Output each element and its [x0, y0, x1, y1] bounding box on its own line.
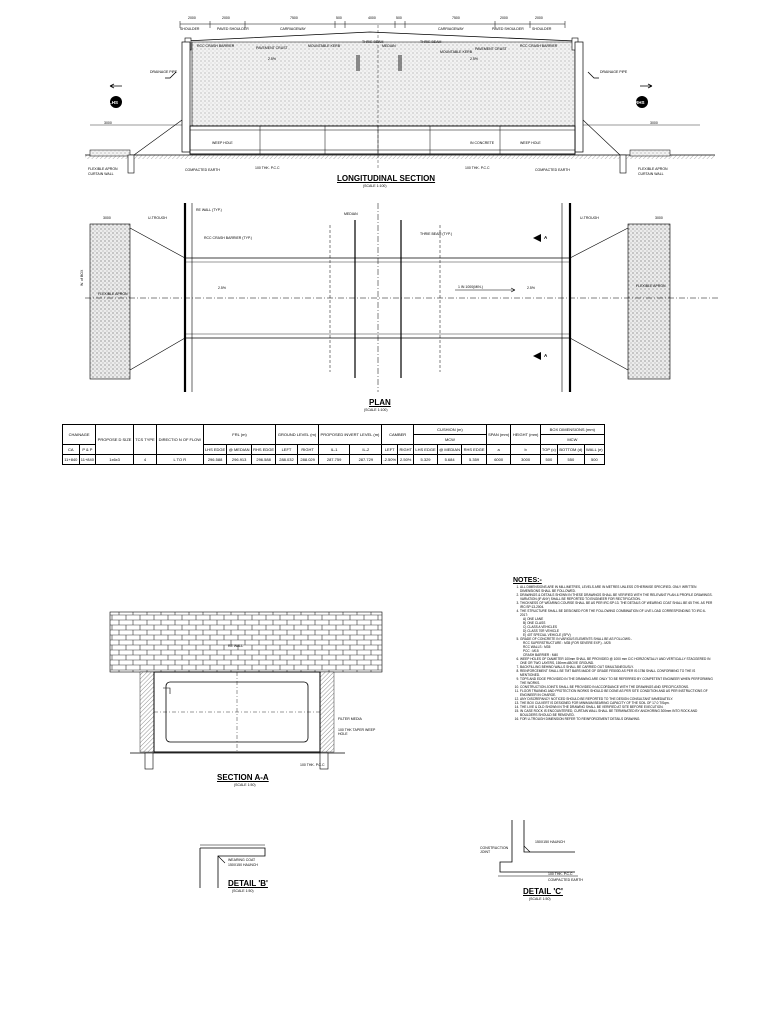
detail-c-scale: (SCALE 1:50)	[529, 897, 551, 901]
label-dim-right: 3000	[650, 121, 658, 125]
section-aa-scale: (SCALE 1:50)	[234, 783, 256, 787]
note-item-12: 12. ANY DISCREPANCY NOTICED SHOULD BE REPORTED TO THE DESIGN CONSULTANT IMMEDIATELY.	[520, 697, 713, 701]
plan-title: PLAN	[369, 398, 391, 407]
detail-c-compacted-earth: COMPACTED EARTH	[548, 878, 583, 882]
dim-sub-3: CARRIAGEWAY	[280, 27, 306, 31]
rhs-arrow-icon	[640, 84, 652, 88]
th-cushion: CUSHION (m)	[414, 425, 487, 435]
th-ground-level: GROUND LEVEL (m)	[276, 425, 318, 445]
dim-sub-9: SHOULDER	[532, 27, 552, 31]
th-box-dims: BOX DIMENSIONS (mm)	[540, 425, 604, 435]
cell-frl-median: 296.913	[227, 455, 251, 465]
th-camber: CAMBER	[382, 425, 414, 445]
section-aa-pcc: 100 THK. P.C.C	[300, 763, 325, 767]
note-item-5-text: GRADE OF CONCRETE IN VARIOUS ELEMENTS SHALL BE AS FOLLOWS:-	[520, 637, 632, 641]
th-cushion-mcw: MCW	[414, 435, 487, 445]
plan-label-dim-left: 3000	[103, 216, 111, 220]
embankment-fill	[192, 42, 575, 126]
filter-media-right	[320, 672, 334, 752]
th-c-rhs-edge: RHS EDGE	[462, 445, 487, 455]
label-pavement-crust: PAVEMENT CRUST	[256, 46, 288, 50]
th-frl: FRL (m)	[203, 425, 276, 445]
dim-top-9: 2000	[535, 16, 543, 20]
cell-span: 6000	[486, 455, 511, 465]
note-load-d: D) CLASS 70R VEHICLE	[523, 629, 559, 633]
table-row	[63, 455, 605, 465]
th-bottom: BOTTOM (d)	[558, 445, 585, 455]
cell-camber-left: -2.50%	[382, 455, 398, 465]
note-item-15: 15. IN CASE ROCK IS ENCOUNTERED, CURTAIN WALL SHALL BE TERMINATED BY ANCHORING 300mm INTO ROCK AND BOULDERS SHOULD BE REMOVED.	[520, 709, 713, 717]
note-load-b: B) ONE CLASS	[523, 621, 546, 625]
th-c-at-median: @ MEDIAN	[437, 445, 461, 455]
filter-media-left	[140, 672, 154, 752]
culvert-schedule-table	[62, 424, 605, 465]
label-flexible-apron-right: FLEXIBLE APRON	[638, 167, 668, 171]
notes-list	[513, 585, 713, 721]
cell-direction: L TO R	[157, 455, 204, 465]
note-item-4-text: THE STRUCTURE SHALL BE DESIGNED FOR THE FOLLOWING COMBINATION OF LIVE LOAD CORRESPONDING TO IRC:6-2017:	[520, 609, 706, 617]
notes-panel	[513, 577, 713, 721]
plan-label-re-wall: RE WALL (TYP.)	[196, 208, 222, 212]
th-span: SPAN (mm)	[486, 425, 511, 445]
th-top: TOP (c)	[540, 445, 557, 455]
cell-gl-right: 288.029	[297, 455, 318, 465]
table-header-row-1	[63, 425, 605, 435]
detail-b-title: DETAIL 'B'	[228, 879, 268, 888]
dim-top-6: 500	[396, 16, 402, 20]
note-item-13: 13. THE BOX CULVERT IS DESIGNED FOR MINIMUM BEARING CAPACITY OF THE SOIL OF 17.0 T/Sqm.	[520, 701, 713, 705]
dim-top-2: 2000	[222, 16, 230, 20]
cell-frl-lhs: 296.588	[203, 455, 227, 465]
note-load-c: C) CLASS A VEHICLES	[523, 625, 558, 629]
th-wall: WALL (e)	[584, 445, 604, 455]
label-crash-barrier-right: RCC CRASH BARRIER	[520, 44, 558, 48]
dim-top-8: 2000	[500, 16, 508, 20]
label-mountable-kerb: MOUNTABLE KERB	[308, 44, 341, 48]
label-compacted-earth-right: COMPACTED EARTH	[535, 168, 570, 172]
plan-section-a-bottom: A	[544, 353, 548, 358]
note-grade-3: PCC : M15	[523, 649, 539, 653]
note-item-14: 14. THE LIVE & DLD SHOWN IN THE DRAWING SHALL BE VERIFIED AT SITE BEFORE EXECUTION.	[520, 705, 713, 709]
th-box-mcw: MCW	[540, 435, 604, 445]
lhs-arrow-icon	[110, 84, 122, 88]
detail-b-haunch: 150X150 HAUNCH	[228, 863, 258, 867]
label-pcc-right: 100 THK. P.C.C	[465, 166, 490, 170]
detail-c-title: DETAIL 'C'	[523, 887, 563, 896]
apron-right	[628, 224, 670, 379]
note-load-e: E) 40T SPECIAL VEHICLE (SPV)	[523, 633, 571, 637]
th-a: a	[486, 445, 511, 455]
label-mountable-kerb-right: MOUNTABLE KERB	[440, 50, 473, 54]
plan-label-slope-right: 2.5%	[527, 286, 535, 290]
note-item-2: 2. DRAWINGS & DETAILS SHOWN IN THESE DRAWINGS SHALL BE VERIFIED WITH THE RELEVANT PLAN & PROFILE DRAWINGS. VARIATION (IF ANY) SHALL BE REPORTED TO ENGINEER FOR RECTIFICATION.	[520, 593, 713, 601]
detail-c-haunch: 150X150 HAUNCH	[535, 840, 565, 844]
plan-label-apron-right: FLEXIBLE APRON	[636, 284, 666, 288]
note-item-8: 8. REINFORCEMENT SHALL BE TMT BARS MADE OF GRADE FE500D AS PER IS:1786 SHALL CONFORMING TO THE IS MENTIONED.	[520, 669, 713, 677]
note-item-9: 9. TOPS AND EDGE PROVIDED IN THE DRAWING ARE ONLY TO BE REFERRED BY COMPETENT ENGINEER WHEN PERFORMING THE WORKS.	[520, 677, 713, 685]
th-tcs-type: TCS TYPE	[133, 425, 156, 455]
cell-il1: 287.759	[318, 455, 350, 465]
note-grade-1: RCC SUPERSTRUCTURE : M35 (FOR SEVERE EXP.) - M25	[523, 641, 611, 645]
label-compacted-earth-left: COMPACTED EARTH	[185, 168, 220, 172]
dim-top-4: 500	[336, 16, 342, 20]
plan-label-bed-slope: 1 IN 1000(MIN.)	[458, 285, 483, 289]
cell-cushion-lhs: 5.329	[414, 455, 438, 465]
plan-label-crash-barrier: RCC CRASH BARRIER (TYP.)	[204, 236, 252, 240]
detail-c-drawing	[495, 815, 585, 880]
dim-sub-8: PAVED SHOULDER	[492, 27, 524, 31]
section-aa-weep-hole: 100 THK TAPER WEEP HOLE	[338, 728, 376, 736]
plan-label-apron-left: FLEXIBLE APRON	[98, 292, 128, 296]
th-gl-left: LEFT	[276, 445, 297, 455]
label-thrie-beam-right: THRIE BEAM	[420, 40, 442, 44]
label-rhs: RHS	[635, 100, 645, 105]
th-at-median: @ MEDIAN	[227, 445, 251, 455]
th-c-lhs-edge: LHS EDGE	[414, 445, 438, 455]
label-curtain-wall-right: CURTAIN WALL	[638, 172, 664, 176]
note-item-4	[520, 609, 713, 637]
note-item-7: 7. BACKFILLING BEHIND WALLS SHALL BE CARRIED OUT SIMULTANEOUSLY.	[520, 665, 713, 669]
dim-top-1: 2000	[188, 16, 196, 20]
plan-label-dim-right: 3000	[655, 216, 663, 220]
plan-label-u-trough-right: U-TROUGH	[580, 216, 599, 220]
longitudinal-section-title: LONGITUDINAL SECTION	[337, 174, 436, 183]
plan-label-thrie-beam: THRIE BEAM (TYP.)	[420, 232, 453, 236]
label-thrie-beam-left: THRIE BEAM	[362, 40, 384, 44]
label-crash-barrier: RCC CRASH BARRIER	[197, 44, 235, 48]
plan-drawing	[0, 195, 768, 420]
plan-label-box-width: W. of BOX	[80, 269, 84, 286]
cell-pp: 11+840	[79, 455, 96, 465]
note-load-a: A) ONE LANE	[523, 617, 544, 621]
label-drainage-pipe-left: DRAINAGE PIPE	[150, 70, 178, 74]
section-marker-bottom-icon	[533, 352, 541, 360]
cell-ca: 11+840	[63, 455, 80, 465]
cell-frl-rhs: 296.588	[251, 455, 276, 465]
th-chainage: CHAINAGE	[63, 425, 96, 445]
section-aa-re-wall: RE WALL	[228, 644, 244, 648]
note-grade-2: RCC WALLS : M35	[523, 645, 551, 649]
label-weep-hole-right: WEEP HOLE	[520, 141, 541, 145]
note-grade-4: CRASH BARRIER : M40	[523, 653, 559, 657]
th-height: HEIGHT (mm)	[511, 425, 540, 445]
section-aa-title: SECTION A-A	[217, 773, 269, 782]
re-wall-blocks	[110, 612, 382, 672]
th-gl-right: RIGHT	[297, 445, 318, 455]
cell-bottom: 550	[558, 455, 585, 465]
cell-cushion-median: 5.684	[437, 455, 461, 465]
th-proposed-size: PROPOSE D SIZE	[96, 425, 134, 455]
th-b: b	[511, 445, 540, 455]
label-slope-left: 2.5%	[268, 57, 276, 61]
note-item-11: 11. FLOOR TRAINING AND PROTECTION WORKS SHOULD BE DONE AS PER SITE CONDITION AND AS PER INSTRUCTIONS OF ENGINEER IN CHARGE.	[520, 689, 713, 697]
note-item-16: 16. FOR U-TROUGH DIMENSION REFER TO REINFORCEMENT DETAILS DRAWING.	[520, 717, 713, 721]
note-item-6: 6. WEEP HOLES OF DIAMETER 100mm SHALL BE PROVIDED @ 1000 mm C/C HORIZONTALLY AND VERTICALLY STAGGERED IN ONE OR TWO LAYERS, 150mm ABOVE GROUND.	[520, 657, 713, 665]
dim-top-5: 4000	[368, 16, 376, 20]
label-pcc-left: 100 THK. P.C.C	[255, 166, 280, 170]
detail-b-scale: (SCALE 1:50)	[232, 889, 254, 893]
cell-height: 3000	[511, 455, 540, 465]
th-il1: IL-1	[318, 445, 350, 455]
label-curtain-wall-left: CURTAIN WALL	[88, 172, 114, 176]
dim-sub-1: SHOULDER	[180, 27, 200, 31]
detail-b-wearing-coat: WEARING COAT	[228, 858, 256, 862]
cell-cushion-rhs: 5.359	[462, 455, 487, 465]
label-pavement-crust-right: PAVEMENT CRUST	[475, 47, 507, 51]
th-direction: DIRECTIO N OF FLOW	[157, 425, 204, 455]
cell-il2: 287.729	[350, 455, 382, 465]
th-camber-right: RIGHT	[398, 445, 414, 455]
longitudinal-section-scale: (SCALE 1:100)	[363, 184, 387, 188]
th-invert-level: PROPOSED INVERT LEVEL (m)	[318, 425, 381, 445]
th-rhs-edge: RHS EDGE	[251, 445, 276, 455]
label-median: MEDIAN	[382, 44, 396, 48]
apron-left	[90, 224, 130, 379]
plan-section-a-top: A	[544, 235, 548, 240]
th-lhs-edge: LHS EDGE	[203, 445, 227, 455]
cell-top: 500	[540, 455, 557, 465]
label-weep-hole-left: WEEP HOLE	[212, 141, 233, 145]
note-item-5	[520, 637, 713, 657]
note-item-3: 3. THICKNESS OF WEARING COURSE SHALL BE AS PER IRC:SP:13. THE DETAILS OF WEARING COAT SHALL BE 65 THK. AS PER IRC:SP:13-2004.	[520, 601, 713, 609]
plan-scale: (SCALE 1:100)	[364, 408, 388, 412]
th-il2: IL-2	[350, 445, 382, 455]
note-item-1: 1. ALL DIMENSIONS ARE IN MILLIMETRES, LEVELS ARE IN METRES UNLESS OTHERWISE SPECIFIED. ONLY WRITTEN DIMENSIONS SHALL BE FOLLOWED.	[520, 585, 713, 593]
detail-c-construction-joint: CONSTRUCTION JOINT	[480, 846, 509, 854]
cell-gl-left: 288.032	[276, 455, 297, 465]
cell-size: 1x6x3	[96, 455, 134, 465]
section-marker-top-icon	[533, 234, 541, 242]
plan-label-slope-left: 2.5%	[218, 286, 226, 290]
dim-sub-2: PAVED SHOULDER	[217, 27, 249, 31]
cell-camber-right: 2.50%	[398, 455, 414, 465]
section-aa-filter-media: FILTER MEDIA	[338, 717, 362, 721]
plan-label-u-trough-left: U-TROUGH	[148, 216, 167, 220]
label-flexible-apron-left: FLEXIBLE APRON	[88, 167, 118, 171]
detail-c-pcc: 100 THK. P.C.C	[548, 872, 573, 876]
notes-title: NOTES:-	[513, 577, 542, 584]
label-drainage-pipe-right: DRAINAGE PIPE	[600, 70, 628, 74]
cell-tcs: 4	[133, 455, 156, 465]
dim-top-7: 7500	[452, 16, 460, 20]
plan-label-median: MEDIAN	[344, 212, 358, 216]
cell-wall: 500	[584, 455, 604, 465]
th-ca: CA	[63, 445, 80, 455]
label-lhs: LHS	[109, 100, 118, 105]
label-in-concrete: IN CONCRETE	[470, 141, 495, 145]
label-slope-right: 2.5%	[470, 57, 478, 61]
section-aa-drawing	[100, 605, 390, 785]
note-item-10: 10. CONSTRUCTION JOINTS SHALL BE PROVIDED IN ACCORDANCE WITH THE DRAWINGS AND SPECIFICATIONS.	[520, 685, 713, 689]
label-dim-left: 3000	[104, 121, 112, 125]
dim-top-3: 7500	[290, 16, 298, 20]
th-camber-left: LEFT	[382, 445, 398, 455]
dim-sub-7: CARRIAGEWAY	[438, 27, 464, 31]
th-pp: P & P	[79, 445, 96, 455]
